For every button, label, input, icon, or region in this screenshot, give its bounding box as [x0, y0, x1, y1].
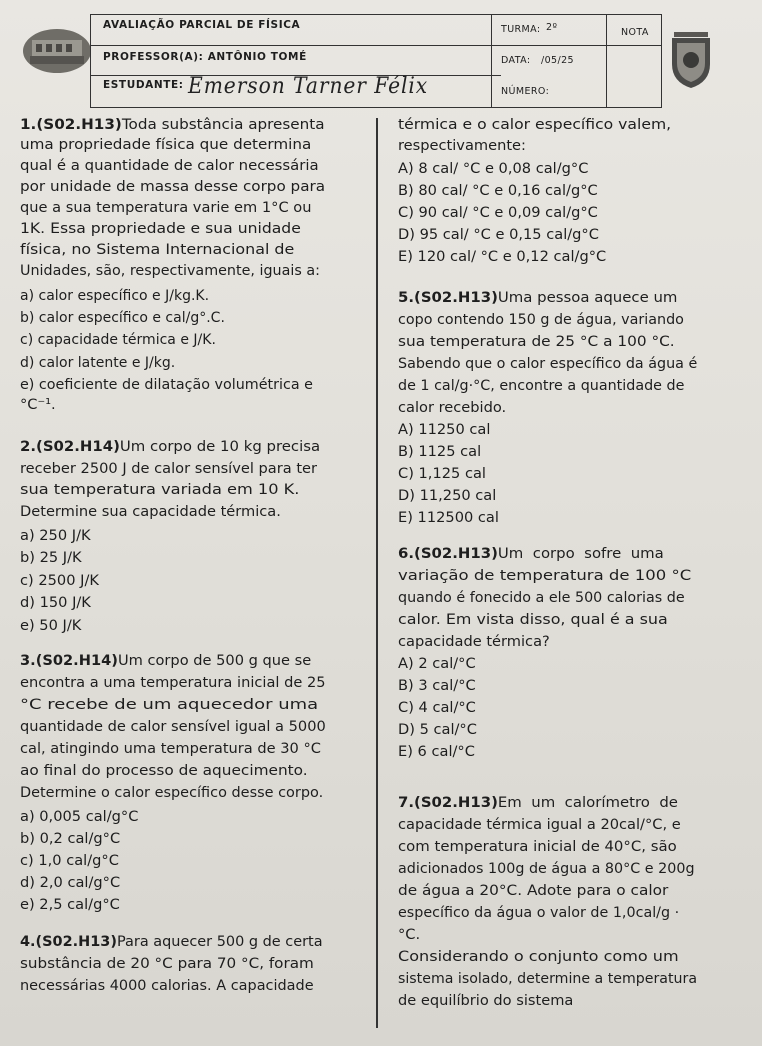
q2-option-e[interactable]: e) 50 J/K [20, 617, 82, 634]
q6-option-a[interactable]: A) 2 cal/°C [398, 655, 476, 672]
q6-line-3: quando é fonecido a ele 500 calorias de [398, 589, 685, 606]
q3-line-4: quantidade de calor sensível igual a 5000 [20, 718, 326, 735]
q1-line-2: uma propriedade física que determina [20, 136, 312, 153]
q6-line-4: calor. Em vista disso, qual é a sua [398, 611, 668, 628]
q5-option-d[interactable]: D) 11,250 cal [398, 487, 497, 504]
q5-option-c[interactable]: C) 1,125 cal [398, 465, 486, 482]
q3-option-b[interactable]: b) 0,2 cal/g°C [20, 830, 121, 847]
q5-option-e[interactable]: E) 112500 cal [398, 509, 499, 526]
q1-option-b[interactable]: b) calor específico e cal/g°.C. [20, 309, 225, 326]
q3-line-5: cal, atingindo uma temperatura de 30 °C [20, 740, 321, 757]
q5-option-b[interactable]: B) 1125 cal [398, 443, 482, 460]
q7-line-2: capacidade térmica igual a 20cal/°C, e [398, 816, 681, 833]
turma-value: 2º [546, 22, 558, 33]
q7-line-9: sistema isolado, determine a temperatura [398, 970, 698, 987]
q4-cont-2: respectivamente: [398, 137, 526, 154]
q7-line-5: de água a 20°C. Adote para o calor [398, 882, 669, 899]
q2-line-3: sua temperatura variada em 10 K. [20, 481, 300, 498]
grade-label: NOTA [621, 27, 649, 38]
q1-option-a[interactable]: a) calor específico e J/kg.K. [20, 287, 210, 304]
q1-line-7: física, no Sistema Internacional de [20, 241, 295, 258]
q1-option-d[interactable]: d) calor latente e J/kg. [20, 354, 176, 371]
state-seal-icon [668, 30, 714, 90]
column-divider [376, 118, 378, 1028]
q4-option-d[interactable]: D) 95 cal/ °C e 0,15 cal/g°C [398, 226, 599, 243]
q1-option-e[interactable]: e) coeficiente de dilatação volumétrica e [20, 376, 313, 393]
q6-option-c[interactable]: C) 4 cal/°C [398, 699, 476, 716]
teacher-name: PROFESSOR(A): ANTÔNIO TOMÉ [103, 51, 307, 63]
q6-option-e[interactable]: E) 6 cal/°C [398, 743, 475, 760]
date-value: /05/25 [541, 55, 574, 66]
q4-line-2: substância de 20 °C para 70 °C, foram [20, 955, 314, 972]
q2-line-1: 2.(S02.H14)Um corpo de 10 kg precisa [20, 438, 321, 455]
q5-line-2: copo contendo 150 g de água, variando [398, 311, 684, 328]
q1-line-6: 1K. Essa propriedade e sua unidade [20, 220, 301, 237]
q2-option-d[interactable]: d) 150 J/K [20, 594, 91, 611]
q3-line-7: Determine o calor específico desse corpo. [20, 784, 324, 801]
q1-option-e-cont: °C⁻¹. [20, 396, 56, 413]
q2-option-c[interactable]: c) 2500 J/K [20, 572, 99, 589]
student-label: ESTUDANTE: [103, 79, 184, 91]
q3-option-d[interactable]: d) 2,0 cal/g°C [20, 874, 121, 891]
q2-line-4: Determine sua capacidade térmica. [20, 503, 281, 520]
q1-line-4: por unidade de massa desse corpo para [20, 178, 326, 195]
q4-option-b[interactable]: B) 80 cal/ °C e 0,16 cal/g°C [398, 182, 598, 199]
q1-line-3: qual é a quantidade de calor necessária [20, 157, 319, 174]
q4-option-a[interactable]: A) 8 cal/ °C e 0,08 cal/g°C [398, 160, 589, 177]
q1-line-1: 1.(S02.H13)Toda substância apresenta [20, 116, 325, 133]
q5-line-4: Sabendo que o calor específico da água é [398, 355, 698, 372]
q2-line-2: receber 2500 J de calor sensível para ter [20, 460, 318, 477]
q7-line-6: específico da água o valor de 1,0cal/g · [398, 904, 680, 921]
q5-option-a[interactable]: A) 11250 cal [398, 421, 491, 438]
q1-line-8: Unidades, são, respectivamente, iguais a: [20, 262, 320, 279]
q7-line-8: Considerando o conjunto como um [398, 948, 679, 965]
q6-line-5: capacidade térmica? [398, 633, 550, 650]
q5-line-3: sua temperatura de 25 °C a 100 °C. [398, 333, 675, 350]
q1-line-5: que a sua temperatura varie em 1°C ou [20, 199, 312, 216]
q5-line-5: de 1 cal/g·°C, encontre a quantidade de [398, 377, 685, 394]
exam-title: AVALIAÇÃO PARCIAL DE FÍSICA [103, 19, 301, 31]
number-label: NÚMERO: [501, 86, 550, 97]
q5-line-1: 5.(S02.H13)Uma pessoa aquece um [398, 289, 678, 306]
q4-line-1: 4.(S02.H13)Para aquecer 500 g de certa [20, 933, 323, 950]
q3-option-a[interactable]: a) 0,005 cal/g°C [20, 808, 139, 825]
school-logo [22, 26, 92, 76]
q3-option-c[interactable]: c) 1,0 cal/g°C [20, 852, 119, 869]
q3-line-6: ao final do processo de aquecimento. [20, 762, 308, 779]
q6-line-2: variação de temperatura de 100 °C [398, 567, 692, 584]
q3-option-e[interactable]: e) 2,5 cal/g°C [20, 896, 120, 913]
q6-line-1: 6.(S02.H13)Um corpo sofre uma [398, 545, 664, 562]
q4-option-c[interactable]: C) 90 cal/ °C e 0,09 cal/g°C [398, 204, 598, 221]
q1-option-c[interactable]: c) capacidade térmica e J/K. [20, 331, 216, 348]
date-label: DATA: [501, 55, 531, 66]
q4-cont-1: térmica e o calor específico valem, [398, 116, 672, 133]
q4-line-3: necessárias 4000 calorias. A capacidade [20, 977, 314, 994]
q3-line-3: °C recebe de um aquecedor uma [20, 696, 319, 713]
q7-line-3: com temperatura inicial de 40°C, são [398, 838, 677, 855]
q2-option-a[interactable]: a) 250 J/K [20, 527, 91, 544]
q7-line-4: adicionados 100g de água a 80°C e 200g [398, 860, 695, 877]
q5-line-6: calor recebido. [398, 399, 507, 416]
q3-line-1: 3.(S02.H14)Um corpo de 500 g que se [20, 652, 312, 669]
turma-label: TURMA: [501, 24, 541, 35]
q3-line-2: encontra a uma temperatura inicial de 25 [20, 674, 326, 691]
q7-line-7: °C. [398, 926, 421, 943]
q4-option-e[interactable]: E) 120 cal/ °C e 0,12 cal/g°C [398, 248, 607, 265]
q7-line-1: 7.(S02.H13)Em um calorímetro de [398, 794, 678, 811]
student-name-handwritten: Emerson Tarner Félix [188, 74, 429, 99]
q6-option-d[interactable]: D) 5 cal/°C [398, 721, 477, 738]
q7-line-10: de equilíbrio do sistema [398, 992, 574, 1009]
q6-option-b[interactable]: B) 3 cal/°C [398, 677, 476, 694]
q2-option-b[interactable]: b) 25 J/K [20, 549, 82, 566]
